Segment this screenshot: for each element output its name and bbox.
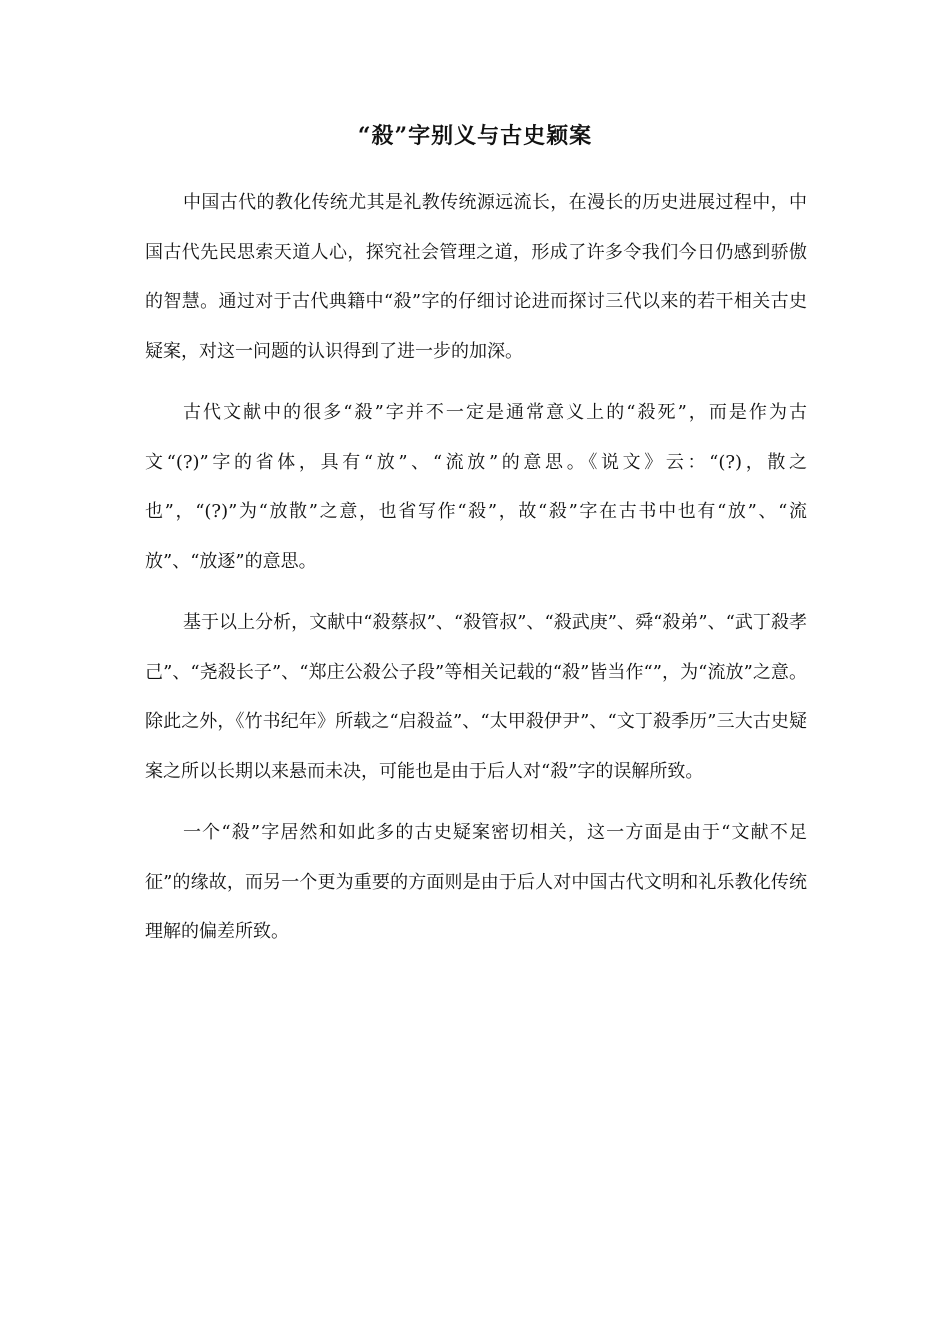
paragraph-1: 中国古代的教化传统尤其是礼教传统源远流长，在漫长的历史进展过程中，中国古代先民思索天道人心，探究社会管理之道，形成了许多令我们今日仍感到骄傲的智慧。通过对于古代典籍中“殺”字的仔细讨论进而探讨三代以来的若干相关古史疑案，对这一问题的认识得到了进一步的加深。 xyxy=(145,192,807,362)
paragraph-2: 古代文献中的很多“殺”字并不一定是通常意义上的“殺死”，而是作为古文“(?)”字的省体，具有“放”、“流放”的意思。《说文》云：“(?)，散之也”，“(?)”为“放散”之意，也省写作“殺”，故“殺”字在古书中也有“放”、“流放”、“放逐”的意思。 xyxy=(145,402,807,572)
paragraph-3: 基于以上分析，文献中“殺蔡叔”、“殺管叔”、“殺武庚”、舜“殺弟”、“武丁殺孝己”、“尧殺长子”、“郑庄公殺公子段”等相关记载的“殺”皆当作“”，为“流放”之意。除此之外，《竹书纪年》所载之“启殺益”、“太甲殺伊尹”、“文丁殺季历”三大古史疑案之所以长期以来悬而未决，可能也是由于后人对“殺”字的误解所致。 xyxy=(145,612,807,782)
document-title: “殺”字别义与古史颖案 xyxy=(357,123,593,149)
paragraph-4: 一个“殺”字居然和如此多的古史疑案密切相关，这一方面是由于“文献不足征”的缘故，而另一个更为重要的方面则是由于后人对中国古代文明和礼乐教化传统理解的偏差所致。 xyxy=(145,822,807,942)
document-body xyxy=(145,178,807,969)
